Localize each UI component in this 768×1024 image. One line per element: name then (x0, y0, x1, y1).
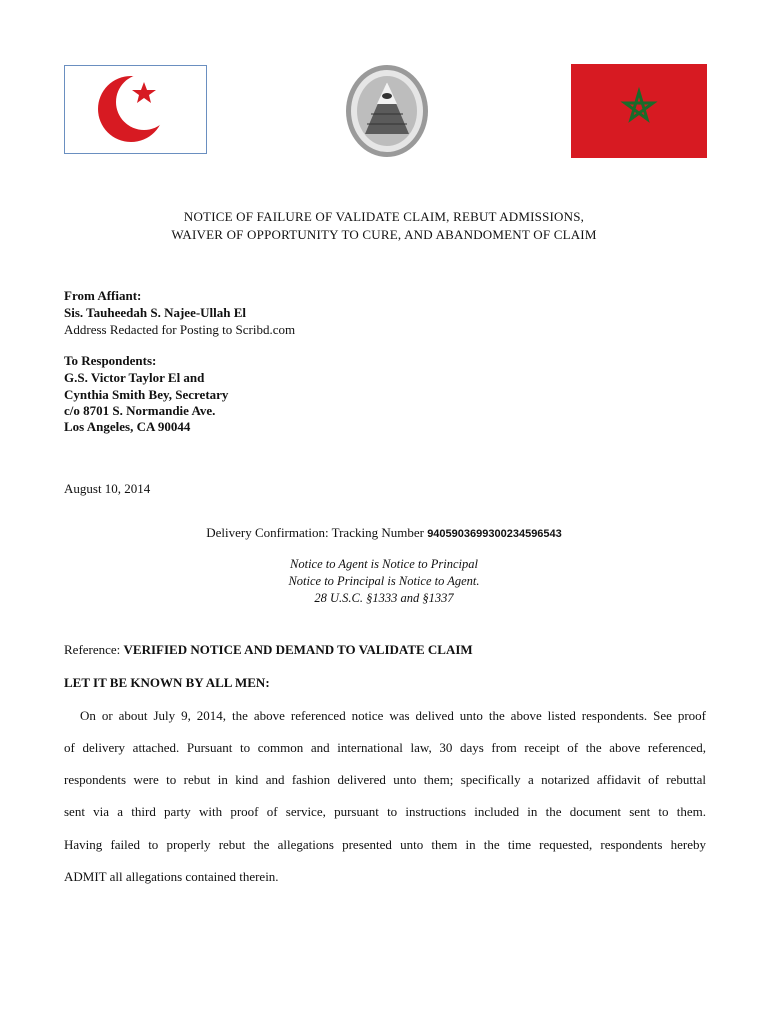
salutation: LET IT BE KNOWN BY ALL MEN: (64, 675, 270, 690)
great-seal-image (345, 64, 429, 159)
document-title-line-2: WAIVER OF OPPORTUNITY TO CURE, AND ABANDOMENT OF CLAIM (171, 227, 597, 242)
to-line-3: c/o 8701 S. Normandie Ave. (64, 403, 216, 418)
body-line: On or about July 9, 2014, the above referenced notice was delived unto the above listed respondents. See proof (80, 708, 706, 723)
body-line: ADMIT all allegations contained therein. (64, 869, 279, 884)
body-line: respondents were to rebut in kind and fashion delivered unto them; specifically a notarized affidavit of rebuttal (64, 772, 706, 787)
document-title-line-1: NOTICE OF FAILURE OF VALIDATE CLAIM, REBUT ADMISSIONS, (183, 209, 585, 224)
delivery-confirmation (0, 525, 768, 541)
reference-label: Reference: (64, 642, 121, 657)
delivery-label: Delivery Confirmation: Tracking Number (206, 525, 424, 540)
notice-line-3: 28 U.S.C. §1333 and §1337 (314, 591, 454, 605)
to-line-1: G.S. Victor Taylor El and (64, 370, 205, 385)
reference-value: VERIFIED NOTICE AND DEMAND TO VALIDATE CLAIM (123, 642, 473, 657)
crescent-flag-image (64, 65, 207, 154)
to-line-2: Cynthia Smith Bey, Secretary (64, 387, 229, 402)
from-label: From Affiant: (64, 288, 142, 303)
notice-line-2: Notice to Principal is Notice to Agent. (288, 574, 480, 588)
pentagram-flag-image (571, 64, 707, 158)
body-line: of delivery attached. Pursuant to common and international law, 30 days from receipt of the above referenced, (64, 740, 706, 755)
from-name: Sis. Tauheedah S. Najee-Ullah El (64, 305, 247, 320)
notice-line-1: Notice to Agent is Notice to Principal (290, 557, 478, 571)
from-address: Address Redacted for Posting to Scribd.com (64, 322, 296, 337)
document-date: August 10, 2014 (64, 481, 151, 496)
tracking-number: 9405903699300234596543 (427, 528, 562, 540)
body-line: Having failed to properly rebut the allegations presented unto them in the time requested, respondents hereby (64, 837, 706, 852)
to-line-4: Los Angeles, CA 90044 (64, 419, 191, 434)
to-label: To Respondents: (64, 353, 157, 368)
reference (64, 642, 473, 658)
body-line: sent via a third party with proof of service, pursuant to instructions included in the document sent to them. (64, 804, 706, 819)
